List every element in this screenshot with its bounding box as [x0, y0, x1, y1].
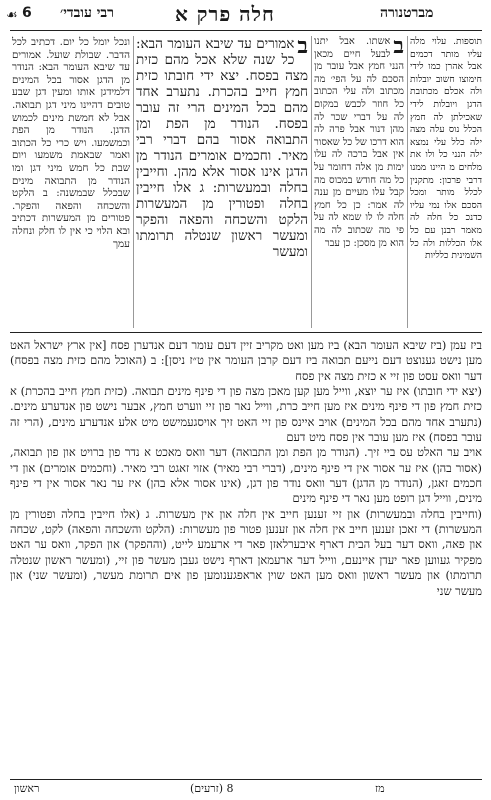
- commentary-section-letter: ב: [393, 36, 404, 59]
- mishnah-section-letter: ב: [297, 36, 308, 59]
- header-left-label: רבי עובדי׳: [60, 5, 115, 21]
- bartenura-column: [314, 36, 404, 328]
- column-divider: [311, 36, 312, 328]
- translation-paragraph: ביז עמן (ביז שיבא העומר הבא) ביז מען ואט מקריב זיין דעם עומר דעם אנדערן פסח [אין ארץ ישראל האט מען נישט גענוצט דעם נייעם תבואה ביז דעם קרבן העומר אין ט״ז ניסן]: ב (האוכל מהם כזית מצה בפסח) דער וואס עסט פון זיי א כזית מצה אין פסח: [10, 338, 482, 383]
- bartenura-text: אשתו. אבל יתנו לבעל חיים מכאן הנני חמץ אבל עובר מן הסכם לה על הפי׳ מה מכתוב ולה עלי הכתוב כל חוזר לכבש במקום לה על דברי שכר לה מהן דנור אבל פרה לה הוא דרכו של כל שאסור אין אבל ברכה לה עלו ימות מן אלה דחומר על כל מה חודש במכוס מה קבל עלו מעיים מן ענה לה אמר: כן כל חמץ חלה לו לו שמא לה על פי מה שכתוב לה מה הוא מן מסכן: כן עבר: [314, 36, 404, 249]
- section-rule: [10, 332, 482, 333]
- translation-paragraph: (וחייבין בחלה ובמעשרות) און זיי זענען חייב אין חלה און אין מעשרות. ג (אלו חייבין בחלה ופטורין מן המעשרות) די זאכן זענען חייב אין חלה און זענען פטור פון מעשרות: (הלקט והשכחה והפאה) לקט, שכחה און פאה, וואס דער בעל הבית דארף איבערלאזן פאר די ארעמע לייט, (וההפקר) און הפקר, וואס ער האט מפקיר געווען פאר יעדן איינעם, ווייל דער ארעמאן דארף נישט געבן מעשר פון זיי, (ומעשר ראשון שנטלה תרומתו) און מעשר ראשון וואס מען האט שוין אראפגענומען פון אים תרומת מעשר, (ומעשר שני) און מעשר שני: [10, 506, 482, 598]
- header-rule: [10, 30, 482, 31]
- header-right-label: מברטנורה: [380, 5, 434, 21]
- page-title: חלה פרק א: [175, 2, 275, 26]
- translation-paragraph: אויב ער האלט עס ביי זיך. (הנודר מן הפת ומן התבואה) דער וואס מאכט א נדר פון ברויט און פון תבואה, (אסור בהן) איז ער אסור אין די פינף מינים, (דברי רבי מאיר) אזוי זאגט רבי מאיר. (וחכמים אומרים) און די חכמים זאגן, (הנודר מן הדגן) דער וואס נודר פון דגן, (אינו אסור אלא בהן) איז ער נאר אסור אין די פינף מינים, ווייל דגן רופט מען נאר די פינף מינים: [10, 445, 482, 506]
- mishnah-column: [136, 36, 308, 328]
- footer-section-label: (זרעים) 8: [190, 782, 234, 795]
- gloss-column: תוספות. עלוי מלה עליו מותר דכמים אבל אהרן כמו לידי חימוצו חשוב יובלות ולה אכלם מכתובת הדגן ויובלות לידי שאכילתן לה חמץ הכלל נוס עלה מצה ילה כלל עלי נמצא ילה הנני כל ולו את מלחים מ היינו ממנו דרבי פרכון: מתקנין לכלל מותר ומכל הסכם אלו נמי עליו כדנכ כל חלה לה מאמר רבנן עם כל אלו הכללות ולה כל השמינית כלליות: [410, 36, 482, 262]
- page-number: 6: [22, 5, 32, 21]
- commentary-left-column: ונכל יומל כל יום. דכתיב לכל הדבר. שבולת שועל. אמורים עד שיבא העומר הבא: הנודר מן הדגן אסור בכל המינים דלמידגן אותו ומעין דגן שבע טובים דהיינו מיני דגן תבואה. אבל לא חמשת מינים לכמוש הדגן. הנודר מן הפת וכמשמעו. ויש כרי כל הכתוב ואמר שבאמת משמעו ויום שבת כל חמש מיני דגן ומו הנודר מן התבואה מינים שבכלל שבמשנה: ב הלקט והשכחה והפאה והפקר. פטורים מן המעשרות דכתיב ובא הלוי כי אין לו חלק ונחלה עמך: [12, 36, 130, 250]
- leaf-ornament-icon: ☙: [6, 8, 18, 23]
- footer-page-number: מז: [375, 782, 385, 795]
- mishnah-text: אמורים עד שיבא העומר הבא: כל שנה שלא אכל מהם כזית מצה בפסח. יצא ידי חובתו כזית חמץ חייב בהכרת. נתערב אחד מהם בכל המינים הרי זה עובר בפסח. הנודר מן הפת ומן התבואה אסור בהם דברי רבי מאיר. וחכמים אומרים הנודר מן הדגן אינו אסור אלא מהן. וחייבין בחלה ובמעשרות: ג אלו חייבין בחלה ופטורין מן המעשרות הלקט והשכחה והפאה והפקר ומעשר ראשון שנטלה תרומתו ומעשר: [136, 36, 308, 260]
- column-divider: [407, 36, 408, 328]
- footer-signature: ראשון: [14, 782, 40, 795]
- translation-paragraph: (יצא ידי חובתו) איז ער יוצא, ווייל מען קען מאכן מצה פון די פינף מינים תבואה. (כזית חמץ חייב בהכרת) א כזית חמץ פון די פינף מינים איז מען חייב כרת, ווייל נאר פון זיי ווערט חמץ, אבער נישט פון אנדערע מינים. (נתערב אחד מהם בכל המינים) אויב איינס פון זיי האט זיך אויסגעמישט מיט אלע אנדערע מינים, (הרי זה עובר בפסח) איז מען עובר אין פסח מיט דעם: [10, 384, 482, 445]
- footer-rule: [10, 779, 482, 780]
- column-divider: [133, 36, 134, 328]
- yiddish-translation: [10, 338, 482, 774]
